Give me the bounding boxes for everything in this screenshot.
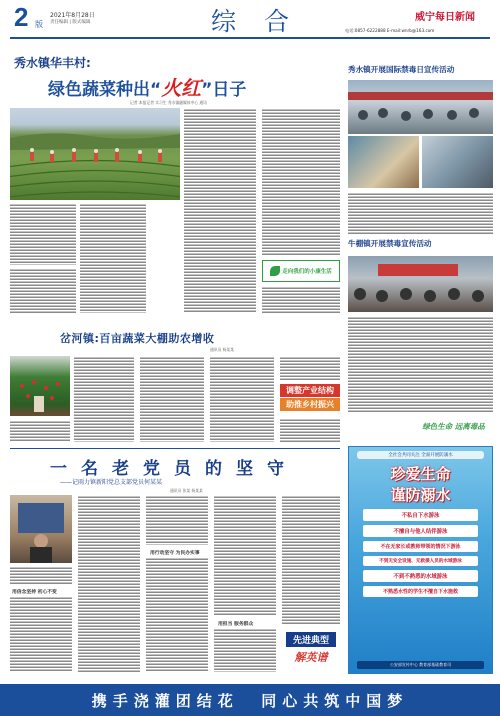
article3-body-col3b [146, 557, 208, 672]
article3-body-col4 [214, 495, 276, 615]
promo-line2: 助推乡村振兴 [280, 398, 340, 411]
sidebar1-photo-3 [422, 136, 493, 188]
typical-badge [282, 630, 340, 672]
newspaper-logo: 威宁每日新闻 [415, 12, 475, 23]
footer-banner [0, 684, 500, 716]
contact-info: 电话:0857-6222888 E-mail:wnrb@163.com [345, 28, 435, 33]
article2-title: 岔河镇:百亩蔬菜大棚助农增收 [60, 332, 215, 345]
main-title-post: ”日子 [201, 80, 247, 100]
article2-photo-caption [10, 420, 70, 442]
typical-line2: 解英谱 [294, 651, 328, 664]
article2-body-col1 [74, 356, 134, 442]
article2-body-col2 [140, 356, 204, 442]
article3-body-col1 [10, 596, 72, 672]
article3-subtitle: ——记雨力镇新阳党总支部党员何某某 [60, 479, 163, 486]
article3-subhead-1: 用信念坚持 初心不变 [12, 590, 57, 595]
page-number: 2 [14, 2, 29, 32]
poster-rule: 不私自下水游泳 [363, 509, 478, 521]
article2-body-col3 [210, 356, 274, 442]
poster-title-1: 珍爱生命 [390, 465, 451, 483]
issue-date: 2021年8月28日 [50, 12, 95, 19]
main-title [48, 72, 246, 101]
sidebar2-title: 牛棚镇开展禁毒宣传活动 [348, 239, 432, 248]
badge-leaf-icon [270, 266, 280, 276]
main-body-col3 [184, 108, 256, 313]
sidebar1-photo-rally [348, 80, 493, 134]
promo-line1: 调整产业结构 [280, 384, 340, 397]
main-body-col4 [262, 108, 340, 256]
poster-rule: 不到不熟悉的水域游泳 [363, 570, 478, 582]
poster-footer: 公安部宣传中心 教育部基础教育司 [357, 661, 484, 669]
sidebar2-body [348, 316, 493, 412]
typical-line1: 先进典型 [286, 632, 336, 647]
edition-info: 责任编辑 | 版式编辑 [50, 20, 91, 25]
article2-byline: 通讯员 杨某某 [210, 347, 234, 352]
main-kicker: 秀水镇华丰村: [14, 56, 91, 70]
header-rule [10, 37, 490, 39]
article2-photo-greenhouse [10, 356, 70, 416]
main-body-col1 [10, 268, 76, 313]
promo-banner [280, 384, 340, 414]
poster-rule: 不擅自与他人结伴游泳 [363, 525, 478, 537]
sidebar1-title: 秀水镇开展国际禁毒日宣传活动 [348, 65, 455, 74]
center-badge [262, 260, 340, 282]
poster-title-2: 谨防溺水 [390, 486, 451, 504]
article3-body-col2 [78, 495, 140, 672]
section-title: 综 合 [211, 7, 299, 36]
poster-header: 全社会共同关注 全面开展防溺水 [357, 451, 484, 459]
page-unit: 版 [35, 20, 43, 29]
article2-body-col4 [280, 356, 340, 380]
poster-rule: 不到无安全设施、无救援人员的水域游泳 [363, 556, 478, 566]
poster-rule: 不在无家长或教师带领的情况下游泳 [363, 541, 478, 552]
article3-body-col3a [146, 495, 208, 545]
main-body-col2 [80, 203, 146, 313]
article3-divider [10, 448, 340, 449]
drowning-poster [348, 446, 493, 674]
main-title-pre: 绿色蔬菜种出“ [48, 80, 162, 100]
article3-subhead-2: 用行动坚守 为民办实事 [150, 551, 200, 556]
article3-subhead-3: 用担当 服务群众 [218, 622, 254, 627]
green-life-badge [414, 414, 493, 438]
green-life-badge-text: 绿色生命 远离毒品 [422, 421, 485, 431]
main-title-highlight: 火红 [161, 76, 202, 100]
article3-photo-caption [10, 566, 72, 584]
footer-banner-text: 携手浇灌团结花 同心共筑中国梦 [91, 691, 409, 710]
poster-rules-list [363, 509, 478, 597]
article2-body-col5 [280, 418, 340, 442]
sidebar2-photo-crowd [348, 256, 493, 312]
sidebar1-body [348, 192, 493, 234]
main-body-col5 [262, 286, 340, 313]
article3-photo-veteran [10, 495, 72, 563]
page-header [0, 0, 500, 42]
article3-body-col5 [282, 495, 340, 625]
center-badge-text: 走向我们的小康生活 [282, 269, 332, 275]
article3-byline: 通讯员 张某 杨某某 [170, 488, 203, 493]
article3-body-col4b [214, 628, 276, 672]
main-byline: 记者 本报记者 实习生 秀水镇融媒体中心 通讯 [130, 100, 207, 105]
main-photo-caption [10, 203, 76, 265]
main-photo-field-workers [10, 108, 180, 200]
sidebar1-photo-2 [348, 136, 419, 188]
article3-title: 一名老党员的坚守 [50, 459, 298, 479]
poster-rule: 不熟悉水性的学生不擅自下水施救 [363, 586, 478, 597]
